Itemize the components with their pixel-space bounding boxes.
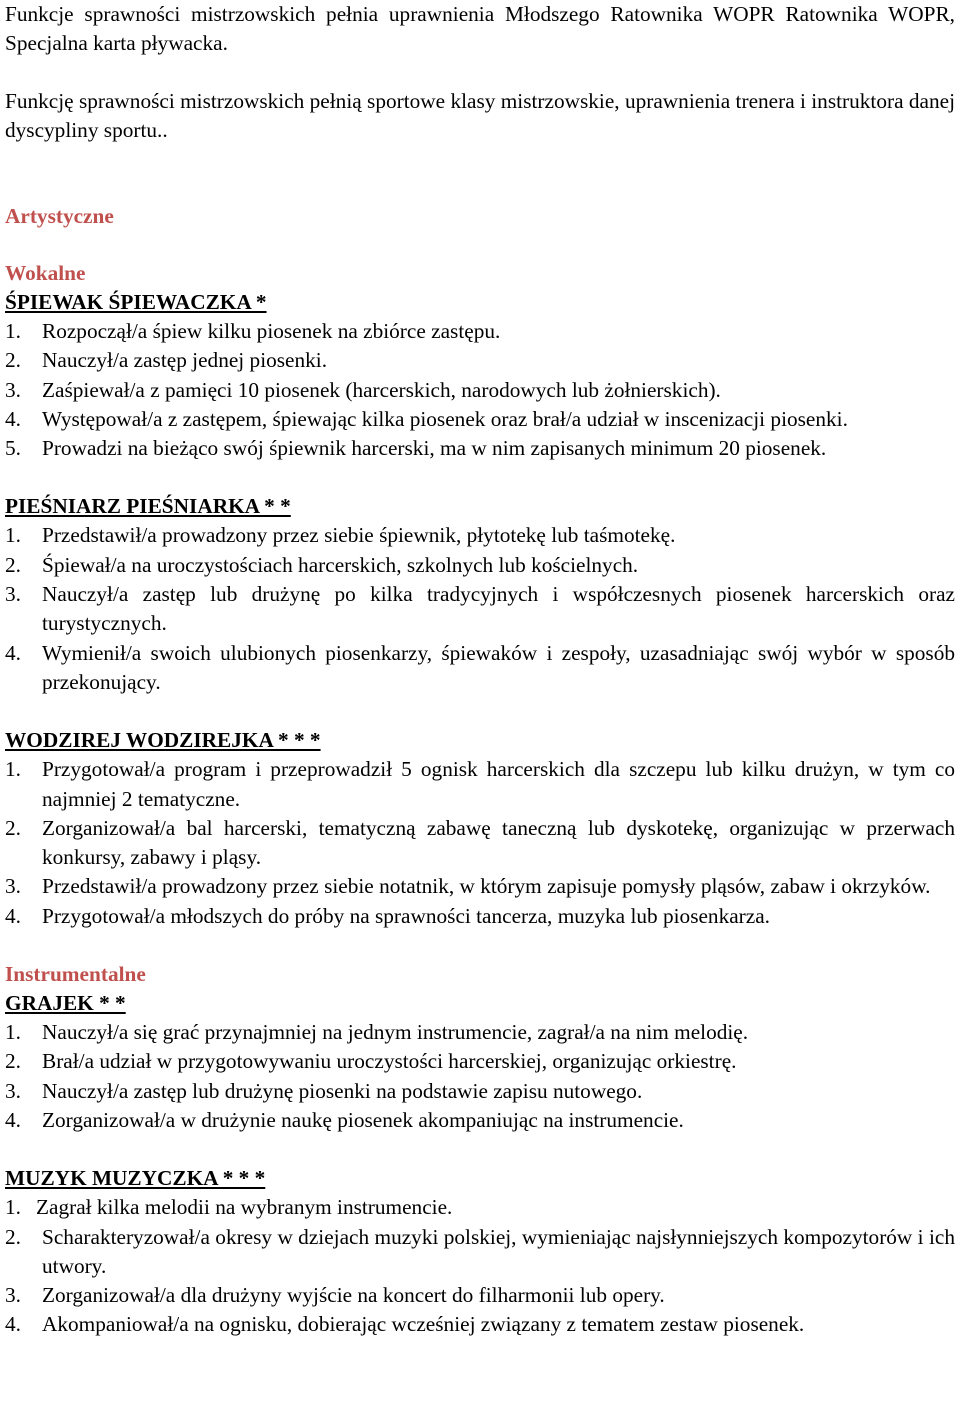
section-title-muzyk: MUZYK MUZYCZKA * * * — [5, 1166, 266, 1191]
item-text: Rozpoczął/a śpiew kilku piosenek na zbiórce zastępu. — [42, 319, 501, 343]
item-number: 4. — [5, 640, 21, 665]
spacer — [5, 1135, 955, 1164]
item-number: 4. — [5, 406, 21, 431]
list-item — [5, 814, 955, 873]
item-number: 1. — [5, 757, 21, 782]
list-item — [5, 755, 955, 814]
item-number: 3. — [5, 1078, 21, 1103]
item-text: Zaśpiewał/a z pamięci 10 piosenek (harcerskich, narodowych lub żołnierskich). — [42, 377, 721, 402]
subcategory-heading-vocal: Wokalne — [5, 261, 86, 285]
list-item — [5, 872, 955, 901]
item-text: Przedstawił/a prowadzony przez siebie notatnik, w którym zapisuje pomysły pląsów, zabaw i okrzyków. — [42, 874, 931, 899]
category-heading-artistic: Artystyczne — [5, 204, 114, 228]
section-title-wodzirej: WODZIREJ WODZIREJKA * * * — [5, 728, 321, 753]
item-text: Nauczył/a zastęp lub drużynę po kilka tradycyjnych i współczesnych piosenek harcerskich oraz turystycznych. — [42, 582, 955, 636]
list-item — [5, 639, 955, 698]
list-item — [5, 317, 955, 346]
section-title-spiewak: ŚPIEWAK ŚPIEWACZKA * — [5, 290, 267, 314]
item-text: Występował/a z zastępem, śpiewając kilka piosenek oraz brał/a udział w inscenizacji piosenki. — [42, 406, 848, 431]
item-number: 2. — [5, 1049, 21, 1074]
list-item — [5, 405, 955, 434]
item-number: 3. — [5, 377, 21, 402]
item-text: Przedstawił/a prowadzony przez siebie śpiewnik, płytotekę lub taśmotekę. — [42, 523, 676, 548]
item-text: Zorganizował/a w drużynie naukę piosenek akompaniując na instrumencie. — [42, 1107, 684, 1132]
spacer — [5, 697, 955, 726]
list-item — [5, 902, 955, 931]
list-item — [5, 376, 955, 405]
list-item — [5, 1077, 955, 1106]
list-item — [5, 1223, 955, 1282]
intro-paragraph-1: Funkcje sprawności mistrzowskich pełnia uprawnienia Młodszego Ratownika WOPR Ratownika WOPR, Specjalna karta pływacka. — [5, 2, 955, 55]
item-number: 1. — [5, 1195, 21, 1220]
item-number: 2. — [5, 552, 21, 577]
item-number: 1. — [5, 319, 21, 343]
list-item — [5, 1193, 955, 1222]
item-text: Zorganizował/a dla drużyny wyjście na koncert do filharmonii lub opery. — [42, 1283, 665, 1308]
item-text: Przygotował/a program i przeprowadził 5 ognisk harcerskich dla szczepu lub kilku drużyn, w tym co najmniej 2 tematyczne. — [42, 757, 955, 811]
item-text: Przygotował/a młodszych do próby na sprawności tancerza, muzyka lub piosenkarza. — [42, 903, 771, 928]
category-heading-instrumental: Instrumentalne — [5, 962, 146, 987]
section-title-piesniarz: PIEŚNIARZ PIEŚNIARKA * * — [5, 494, 291, 519]
item-text: Brał/a udział w przygotowywaniu uroczystości harcerskiej, organizując orkiestrę. — [42, 1049, 737, 1074]
spacer — [5, 931, 955, 960]
item-text: Nauczył/a zastęp lub drużynę piosenki na podstawie zapisu nutowego. — [42, 1078, 643, 1103]
item-number: 3. — [5, 582, 21, 607]
item-number: 1. — [5, 523, 21, 548]
list-item — [5, 580, 955, 639]
item-number: 4. — [5, 903, 21, 928]
item-number: 2. — [5, 1224, 21, 1249]
item-number: 5. — [5, 436, 21, 461]
list-item — [5, 1310, 955, 1339]
list-item — [5, 1018, 955, 1047]
item-number: 1. — [5, 1020, 21, 1045]
list-item — [5, 551, 955, 580]
item-number: 2. — [5, 348, 21, 373]
item-number: 3. — [5, 874, 21, 899]
item-text: Zagrał kilka melodii na wybranym instrumencie. — [36, 1195, 453, 1220]
list-item — [5, 521, 955, 550]
item-text: Prowadzi na bieżąco swój śpiewnik harcerski, ma w nim zapisanych minimum 20 piosenek. — [42, 436, 827, 461]
item-text: Zorganizował/a bal harcerski, tematyczną zabawę taneczną lub dyskotekę, organizując w przerwach konkursy, zabawy i pląsy. — [42, 815, 955, 870]
item-text: Nauczył/a się grać przynajmniej na jednym instrumencie, zagrał/a na nim melodię. — [42, 1020, 749, 1045]
item-number: 4. — [5, 1107, 21, 1132]
item-text: Scharakteryzował/a okresy w dziejach muzyki polskiej, wymieniając najsłynniejszych kompozytorów i ich utwory. — [42, 1224, 955, 1278]
item-text: Wymienił/a swoich ulubionych piosenkarzy, śpiewaków i zespoły, uzasadniając swój wybór w sposób przekonujący. — [42, 640, 955, 694]
list-item — [5, 1281, 955, 1310]
item-text: Akompaniował/a na ognisku, dobierając wcześniej związany z tematem zestaw piosenek. — [42, 1312, 805, 1337]
intro-paragraph-2: Funkcję sprawności mistrzowskich pełnią sportowe klasy mistrzowskie, uprawnienia trenera i instruktora danej dyscypliny sportu.. — [5, 89, 955, 142]
item-number: 2. — [5, 815, 21, 840]
list-item — [5, 346, 955, 375]
list-item — [5, 434, 955, 463]
item-text: Nauczył/a zastęp jednej piosenki. — [42, 348, 328, 373]
item-number: 4. — [5, 1312, 21, 1337]
spacer — [5, 231, 955, 259]
spacer — [5, 58, 955, 87]
item-number: 3. — [5, 1283, 21, 1308]
spacer — [5, 145, 955, 202]
section-title-grajek: GRAJEK * * — [5, 991, 126, 1016]
list-item — [5, 1047, 955, 1076]
item-text: Śpiewał/a na uroczystościach harcerskich, szkolnych lub kościelnych. — [42, 552, 639, 577]
list-item — [5, 1106, 955, 1135]
spacer — [5, 463, 955, 492]
